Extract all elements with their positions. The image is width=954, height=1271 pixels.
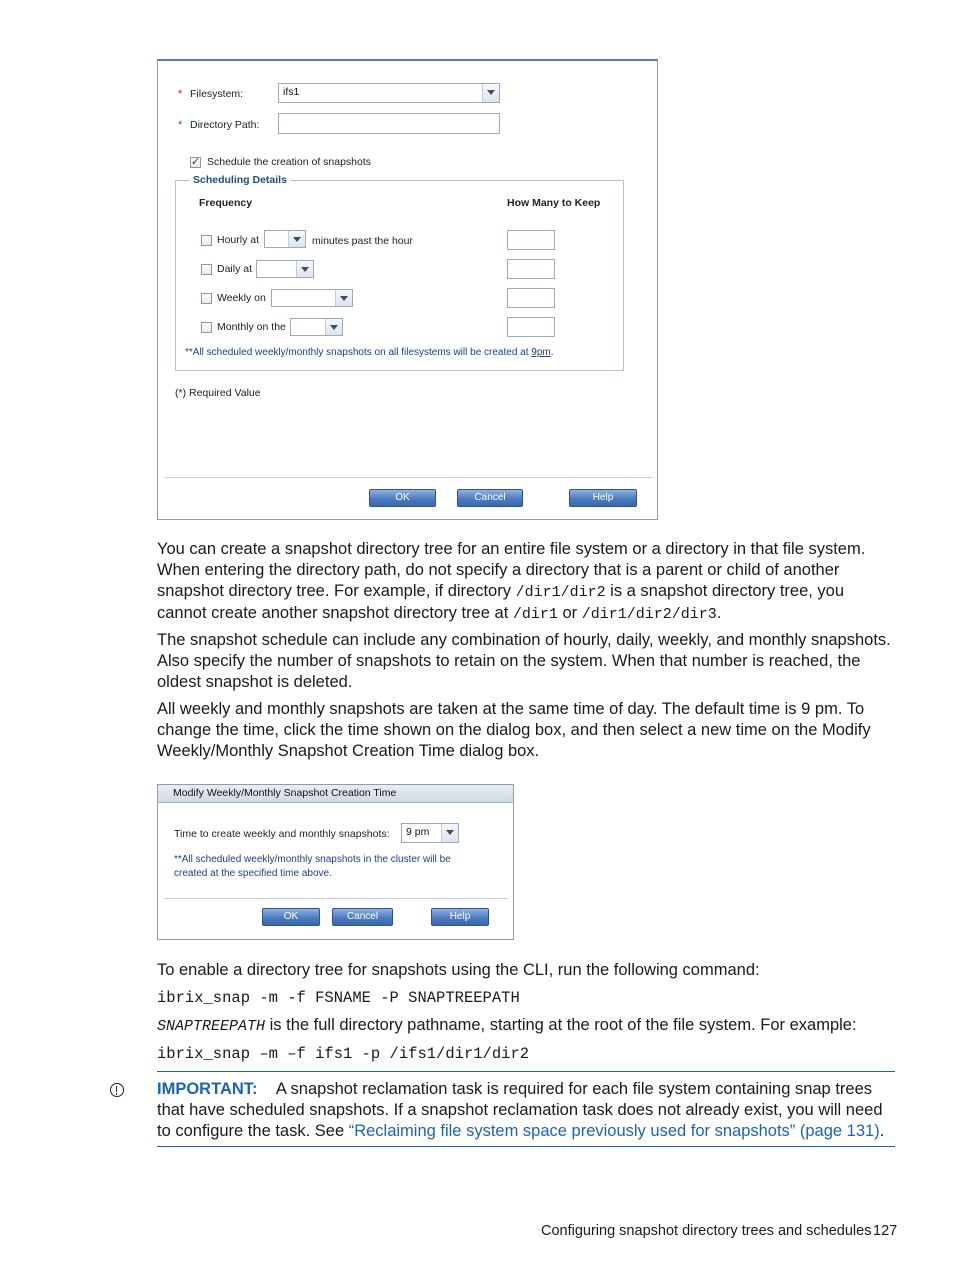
ok-button[interactable]: OK	[262, 908, 320, 926]
monthly-keep-input[interactable]	[507, 317, 555, 337]
chevron-down-icon[interactable]	[296, 261, 313, 277]
variable-name: SNAPTREEPATH	[157, 1018, 266, 1035]
filesystem-value: ifs1	[283, 86, 300, 98]
important-note	[157, 1079, 897, 1142]
directory-path-input[interactable]	[278, 113, 500, 134]
snapshot-time-link[interactable]: 9pm	[531, 347, 551, 358]
important-text: A snapshot reclamation task is required for each file system containing snap trees that have scheduled snapshots. If a snapshot reclamation task does not already exist, you will need to configure the task. See	[157, 1080, 883, 1140]
hourly-checkbox[interactable]	[201, 235, 212, 246]
help-button[interactable]: Help	[431, 908, 489, 926]
scheduling-details-title: Scheduling Details	[190, 174, 290, 186]
important-label: IMPORTANT:	[157, 1080, 258, 1098]
important-icon	[110, 1083, 124, 1097]
paragraph-text: You can create a snapshot directory tree for an entire file system or a directory in that file system. When entering the directory path, do not specify a directory that is a parent or child of another snapshot directory tree. For example, if directory	[157, 540, 866, 600]
schedule-checkbox[interactable]	[190, 157, 201, 168]
divider	[164, 898, 508, 899]
schedule-note-end: .	[550, 347, 554, 358]
daily-label: Daily at	[217, 263, 253, 275]
inline-code: /dir1/dir2	[515, 584, 606, 601]
schedule-note-text: **All scheduled weekly/monthly snapshots on all filesystems will be created at	[185, 347, 532, 358]
important-top-rule	[157, 1071, 895, 1072]
required-marker: *	[178, 119, 183, 131]
exclamation-dot	[116, 1093, 118, 1095]
monthly-checkbox[interactable]	[201, 322, 212, 333]
chevron-down-icon[interactable]	[335, 290, 352, 306]
daily-time-select[interactable]	[256, 260, 314, 278]
daily-keep-input[interactable]	[507, 259, 555, 279]
weekly-day-select[interactable]	[271, 289, 353, 307]
hourly-label: Hourly at	[217, 234, 260, 246]
exclamation-bar	[116, 1086, 118, 1092]
help-button[interactable]: Help	[569, 489, 637, 507]
variable-text: is the full directory pathname, starting at the root of the file system. For example:	[265, 1016, 857, 1034]
chevron-down-icon[interactable]	[441, 824, 458, 842]
cancel-button[interactable]: Cancel	[332, 908, 393, 926]
cancel-button[interactable]: Cancel	[457, 489, 523, 507]
create-snapshot-tree-dialog	[157, 59, 658, 520]
footer-section: Configuring snapshot directory trees and schedules	[541, 1223, 872, 1239]
important-bottom-rule	[157, 1146, 895, 1147]
weekly-keep-input[interactable]	[507, 288, 555, 308]
time-label: Time to create weekly and monthly snapshots:	[174, 828, 390, 840]
hourly-suffix: minutes past the hour	[312, 235, 413, 247]
dialog-titlebar	[158, 785, 513, 803]
directory-path-label: Directory Path:	[190, 119, 260, 131]
frequency-header: Frequency	[199, 197, 253, 209]
daily-checkbox[interactable]	[201, 264, 212, 275]
filesystem-label: Filesystem:	[190, 88, 244, 100]
paragraph-text: is a snapshot directory tree, you cannot create another snapshot directory tree at	[157, 582, 845, 622]
time-value: 9 pm	[406, 826, 430, 838]
monthly-label: Monthly on the	[217, 321, 286, 333]
cli-intro: To enable a directory tree for snapshots using the CLI, run the following command:	[157, 961, 760, 979]
paragraph-schedule: The snapshot schedule can include any combination of hourly, daily, weekly, and monthly snapshots. Also specify the number of snapshots to retain on the system. When that number is reached, the oldest snapshot is deleted.	[157, 631, 891, 691]
required-value-note: (*) Required Value	[175, 387, 261, 399]
ok-button[interactable]: OK	[369, 489, 436, 507]
hourly-minute-select[interactable]	[264, 230, 306, 248]
divider	[165, 477, 653, 478]
schedule-checkbox-label: Schedule the creation of snapshots	[207, 156, 372, 168]
paragraph-default-time: All weekly and monthly snapshots are taken at the same time of day. The default time is 9 pm. To change the time, click the time shown on the dialog box, and then select a new time on the Modify Weekly/Monthly Snapshot Creation Time dialog box.	[157, 700, 871, 760]
paragraph-snapshot-tree	[157, 539, 897, 625]
hourly-keep-input[interactable]	[507, 230, 555, 250]
time-select[interactable]	[401, 823, 459, 843]
chevron-down-icon[interactable]	[482, 84, 499, 102]
schedule-note	[185, 347, 554, 358]
modify-time-dialog	[157, 784, 514, 940]
required-marker: *	[178, 88, 183, 100]
chevron-down-icon[interactable]	[325, 319, 342, 335]
cli-example-command: ibrix_snap –m –f ifs1 -p /ifs1/dir1/dir2	[157, 1045, 530, 1063]
weekly-checkbox[interactable]	[201, 293, 212, 304]
filesystem-select[interactable]	[278, 83, 500, 103]
cli-variable-description	[157, 1015, 897, 1037]
reclaiming-link[interactable]: “Reclaiming file system space previously used for snapshots” (page 131)	[348, 1122, 880, 1140]
paragraph-text: .	[716, 604, 722, 622]
chevron-down-icon[interactable]	[288, 231, 305, 247]
keep-header: How Many to Keep	[507, 197, 601, 209]
time-note-line2: created at the specified time above.	[174, 868, 332, 879]
important-end: .	[879, 1122, 885, 1140]
dialog-title: Modify Weekly/Monthly Snapshot Creation Time	[173, 787, 397, 799]
page-number: 127	[873, 1223, 898, 1239]
inline-code: /dir1/dir2/dir3	[581, 606, 717, 623]
monthly-day-select[interactable]	[290, 318, 343, 336]
inline-code: /dir1	[512, 606, 558, 623]
cli-command: ibrix_snap -m -f FSNAME -P SNAPTREEPATH	[157, 989, 520, 1007]
weekly-label: Weekly on	[217, 292, 266, 304]
paragraph-text: or	[557, 604, 582, 622]
time-note-line1: **All scheduled weekly/monthly snapshots in the cluster will be	[174, 854, 451, 865]
